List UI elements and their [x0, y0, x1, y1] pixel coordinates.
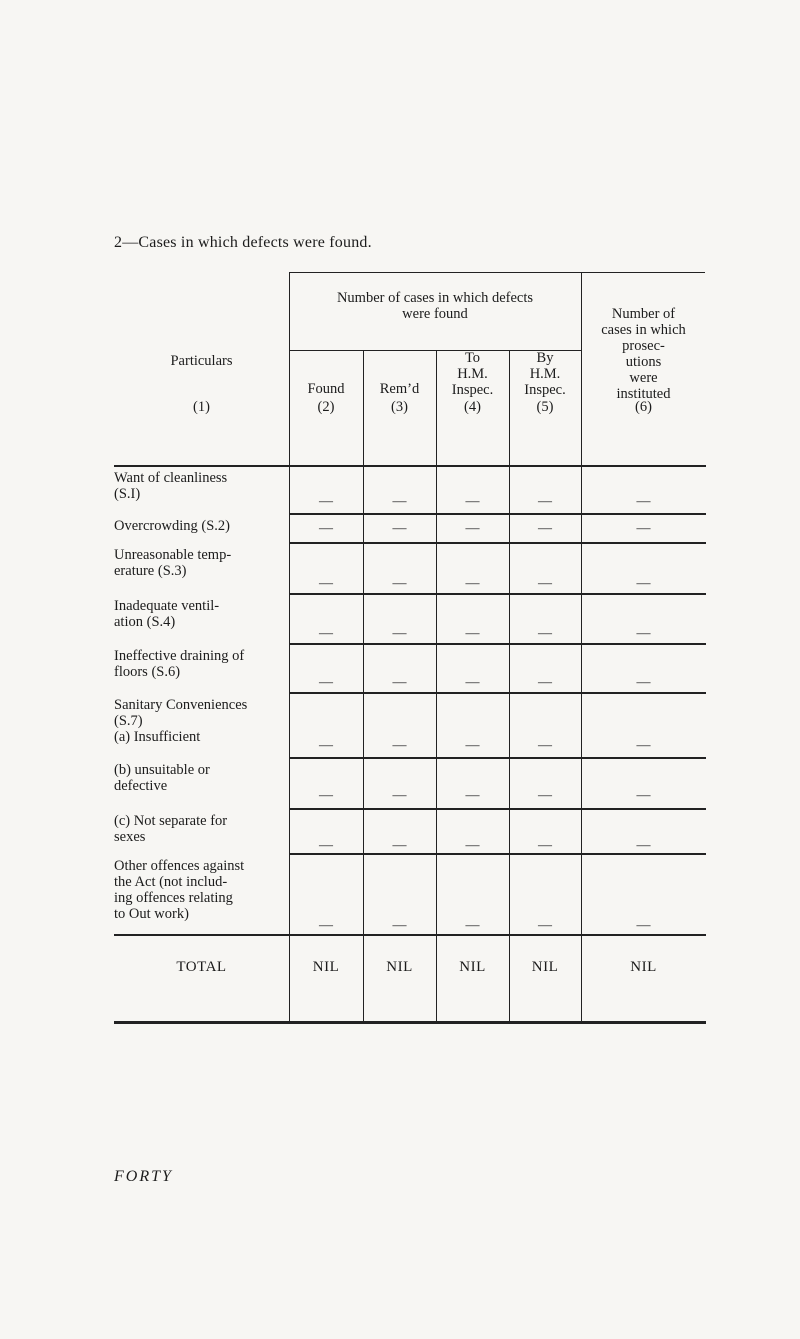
- total-removed: NIL: [386, 959, 413, 975]
- row-cell: —: [636, 626, 651, 641]
- row-rule: [289, 757, 706, 759]
- row-cell: —: [319, 918, 333, 933]
- row-cell: —: [538, 521, 552, 536]
- row-cell: —: [538, 738, 552, 753]
- row-cell: —: [465, 788, 480, 803]
- row-cell: —: [392, 738, 407, 753]
- row-cell: —: [636, 918, 651, 933]
- table-title: 2—Cases in which defects were found.: [114, 234, 372, 251]
- row-rule: [289, 593, 706, 595]
- row-label: Other offences against the Act (not includ- ing offences relating to Out work): [114, 858, 245, 922]
- col-by-inspector-label: By H.M. Inspec.: [524, 350, 566, 398]
- row-cell: —: [465, 738, 480, 753]
- row-label: Want of cleanliness (S.I): [114, 470, 228, 502]
- row-cell: —: [538, 675, 552, 690]
- row-label: Inadequate ventil- ation (S.4): [114, 598, 220, 630]
- row-cell: —: [636, 494, 651, 509]
- row-cell: —: [392, 576, 407, 591]
- col-to-inspector-number: (4): [464, 399, 481, 415]
- row-cell: —: [319, 521, 333, 536]
- bottom-rule: [114, 1021, 706, 1024]
- col-to-inspector-label: To H.M. Inspec.: [451, 350, 494, 398]
- row-cell: —: [636, 576, 651, 591]
- row-cell: —: [319, 675, 333, 690]
- col-prosecutions-label: Number of cases in which prosec- utions were instituted: [601, 306, 686, 402]
- row-cell: —: [636, 788, 651, 803]
- col-found-number: (2): [317, 399, 335, 415]
- particulars-number: (1): [193, 399, 210, 415]
- row-cell: —: [538, 626, 552, 641]
- row-cell: —: [392, 838, 407, 853]
- row-cell: —: [538, 494, 552, 509]
- row-cell: —: [392, 521, 407, 536]
- row-cell: —: [636, 675, 651, 690]
- row-cell: —: [465, 626, 480, 641]
- col-removed-number: (3): [391, 399, 408, 415]
- row-label: Sanitary Conveniences (S.7) (a) Insufficient: [114, 697, 248, 745]
- row-label: Ineffective draining of floors (S.6): [114, 648, 245, 680]
- row-label: (b) unsuitable or defective: [114, 762, 210, 794]
- total-found: NIL: [312, 959, 340, 975]
- row-cell: —: [392, 918, 407, 933]
- col-found-label: Found: [307, 381, 345, 397]
- row-cell: —: [636, 521, 651, 536]
- row-rule: [114, 934, 706, 936]
- row-cell: —: [319, 576, 333, 591]
- col-prosecutions-number: (6): [635, 399, 652, 415]
- row-cell: —: [319, 494, 333, 509]
- row-cell: —: [636, 838, 651, 853]
- group-header: Number of cases in which defects were found: [336, 290, 534, 322]
- row-label: Overcrowding (S.2): [114, 518, 230, 534]
- row-cell: —: [538, 788, 552, 803]
- row-rule: [289, 692, 706, 694]
- row-cell: —: [392, 626, 407, 641]
- row-rule: [289, 643, 706, 645]
- row-cell: —: [319, 626, 333, 641]
- row-cell: —: [538, 918, 552, 933]
- row-rule: [289, 808, 706, 810]
- total-by-inspector: NIL: [531, 959, 559, 975]
- col-by-inspector-number: (5): [536, 399, 554, 415]
- row-cell: —: [392, 788, 407, 803]
- total-to-inspector: NIL: [459, 959, 486, 975]
- row-cell: —: [392, 494, 407, 509]
- row-cell: —: [538, 838, 552, 853]
- row-cell: —: [319, 788, 333, 803]
- row-cell: —: [465, 494, 480, 509]
- row-cell: —: [465, 675, 480, 690]
- row-cell: —: [319, 838, 333, 853]
- row-label: Unreasonable temp- erature (S.3): [114, 547, 232, 579]
- col-removed-label: Rem’d: [379, 381, 420, 397]
- row-cell: —: [636, 738, 651, 753]
- row-cell: —: [465, 521, 480, 536]
- page-footer: FORTY: [114, 1168, 173, 1185]
- row-cell: —: [319, 738, 333, 753]
- particulars-header: Particulars: [170, 353, 233, 369]
- row-cell: —: [392, 675, 407, 690]
- row-label: (c) Not separate for sexes: [114, 813, 228, 845]
- row-cell: —: [538, 576, 552, 591]
- total-label: TOTAL: [176, 959, 227, 975]
- row-rule: [114, 465, 706, 467]
- row-cell: —: [465, 576, 480, 591]
- row-rule: [289, 513, 706, 515]
- total-prosecutions: NIL: [630, 959, 657, 975]
- row-cell: —: [465, 838, 480, 853]
- top-rule: [289, 272, 705, 273]
- row-cell: —: [465, 918, 480, 933]
- row-rule: [289, 542, 706, 544]
